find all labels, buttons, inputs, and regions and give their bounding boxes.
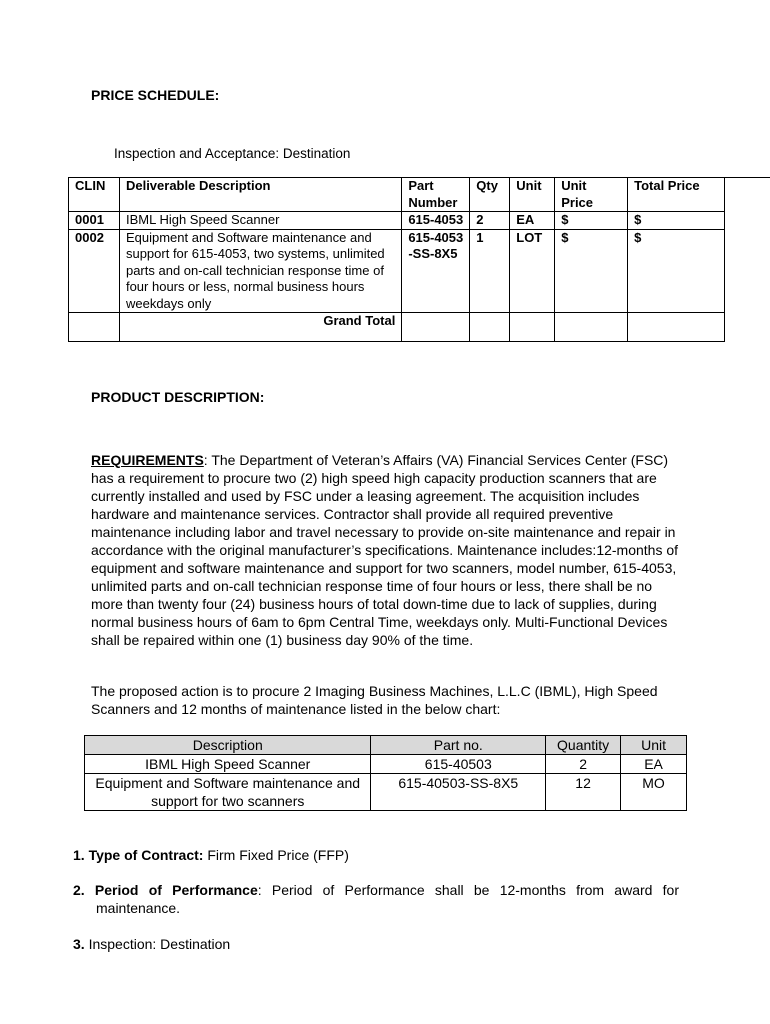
unit-price-cell: $ bbox=[555, 229, 628, 313]
description-cell: IBML High Speed Scanner bbox=[85, 755, 371, 774]
description-cell: Equipment and Software maintenance and support for two scanners bbox=[85, 774, 371, 811]
grand-total-empty-cell bbox=[510, 313, 555, 342]
grand-total-row bbox=[69, 313, 725, 342]
part-no-cell: 615-40503-SS-8X5 bbox=[371, 774, 546, 811]
table-row bbox=[69, 229, 725, 313]
col-part-no: Part no. bbox=[371, 736, 546, 755]
proposed-action-paragraph: The proposed action is to procure 2 Imaging Business Machines, L.L.C (IBML), High Speed Scanners and 12 months of maintenance listed in the below chart: bbox=[91, 683, 658, 717]
price-schedule-heading: PRICE SCHEDULE: bbox=[91, 87, 220, 103]
item-label: Type of Contract: bbox=[88, 847, 204, 863]
item-number: 2. bbox=[73, 882, 85, 898]
table-row bbox=[69, 212, 725, 230]
unit-cell: EA bbox=[621, 755, 687, 774]
col-total-price: Total Price bbox=[628, 178, 725, 212]
unit-cell: LOT bbox=[510, 229, 555, 313]
qty-cell: 1 bbox=[470, 229, 510, 313]
description-cell: IBML High Speed Scanner bbox=[119, 212, 401, 230]
grand-total-empty-cell bbox=[555, 313, 628, 342]
part-number-cell: 615-4053-SS-8X5 bbox=[402, 229, 470, 313]
table-row bbox=[85, 774, 687, 811]
grand-total-empty-cell bbox=[470, 313, 510, 342]
unit-price-cell: $ bbox=[555, 212, 628, 230]
clin-cell: 0001 bbox=[69, 212, 120, 230]
item-text: Firm Fixed Price (FFP) bbox=[203, 847, 349, 863]
unit-cell: EA bbox=[510, 212, 555, 230]
col-description: Description bbox=[85, 736, 371, 755]
grand-total-empty-cell bbox=[69, 313, 120, 342]
item-text: Inspection: Destination bbox=[88, 936, 231, 952]
inspection-note: Inspection and Acceptance: Destination bbox=[114, 146, 351, 161]
requirements-label: REQUIREMENTS bbox=[91, 452, 204, 468]
total-price-cell: $ bbox=[628, 212, 725, 230]
product-chart-header-row bbox=[85, 736, 687, 755]
grand-total-empty-cell bbox=[628, 313, 725, 342]
requirements-paragraph bbox=[91, 451, 683, 649]
col-part-number: Part Number bbox=[402, 178, 470, 212]
col-unit: Unit bbox=[621, 736, 687, 755]
item-number: 3. bbox=[73, 936, 85, 952]
col-qty: Qty bbox=[470, 178, 510, 212]
product-description-heading: PRODUCT DESCRIPTION: bbox=[91, 389, 265, 405]
numbered-item-1 bbox=[73, 846, 693, 864]
product-chart-table bbox=[84, 735, 687, 811]
table-row bbox=[85, 755, 687, 774]
col-description: Deliverable Description bbox=[119, 178, 401, 212]
numbered-item-3 bbox=[73, 935, 693, 953]
grand-total-empty-cell bbox=[402, 313, 470, 342]
description-cell: Equipment and Software maintenance and support for 615-4053, two systems, unlimited parts and on-call technician response time of four hours or less, normal business hours weekdays only bbox=[119, 229, 401, 313]
grand-total-label: Grand Total bbox=[119, 313, 401, 342]
item-label: Period of Performance bbox=[94, 882, 258, 898]
item-number: 1. bbox=[73, 847, 85, 863]
qty-cell: 2 bbox=[470, 212, 510, 230]
price-schedule-table bbox=[68, 177, 725, 342]
quantity-cell: 2 bbox=[546, 755, 621, 774]
col-quantity: Quantity bbox=[546, 736, 621, 755]
item-text: : Period of Performance shall be 12-months from award for maintenance. bbox=[96, 882, 679, 916]
col-clin: CLIN bbox=[69, 178, 120, 212]
requirements-text: : The Department of Veteran’s Affairs (VA) Financial Services Center (FSC) has a requirement to procure two (2) high speed high capacity production scanners that are currently installed and used by FSC under a leasing agreement. The acquisition includes hardware and maintenance services. Contractor shall provide all required preventive maintenance including labor and travel necessary to provide on-site maintenance and repair in accordance with the original manufacturer’s specifications. Maintenance includes:12-months of equipment and software maintenance and support for two scanners, model number, 615-4053, unlimited parts and on-call technician response time of four hours or less, there shall be no more than twenty four (24) business hours of total down-time due to lack of supplies, during normal business hours of 6am to 6pm Central Time, weekdays only. Multi-Functional Devices shall be repaired within one (1) business day 90% of the time. bbox=[91, 452, 679, 648]
table-header-rule-extension bbox=[724, 177, 770, 178]
total-price-cell: $ bbox=[628, 229, 725, 313]
part-no-cell: 615-40503 bbox=[371, 755, 546, 774]
col-unit: Unit bbox=[510, 178, 555, 212]
part-number-cell: 615-4053 bbox=[402, 212, 470, 230]
clin-cell: 0002 bbox=[69, 229, 120, 313]
numbered-item-2 bbox=[73, 881, 679, 917]
quantity-cell: 12 bbox=[546, 774, 621, 811]
col-unit-price: Unit Price bbox=[555, 178, 628, 212]
unit-cell: MO bbox=[621, 774, 687, 811]
table-header-row bbox=[69, 178, 725, 212]
